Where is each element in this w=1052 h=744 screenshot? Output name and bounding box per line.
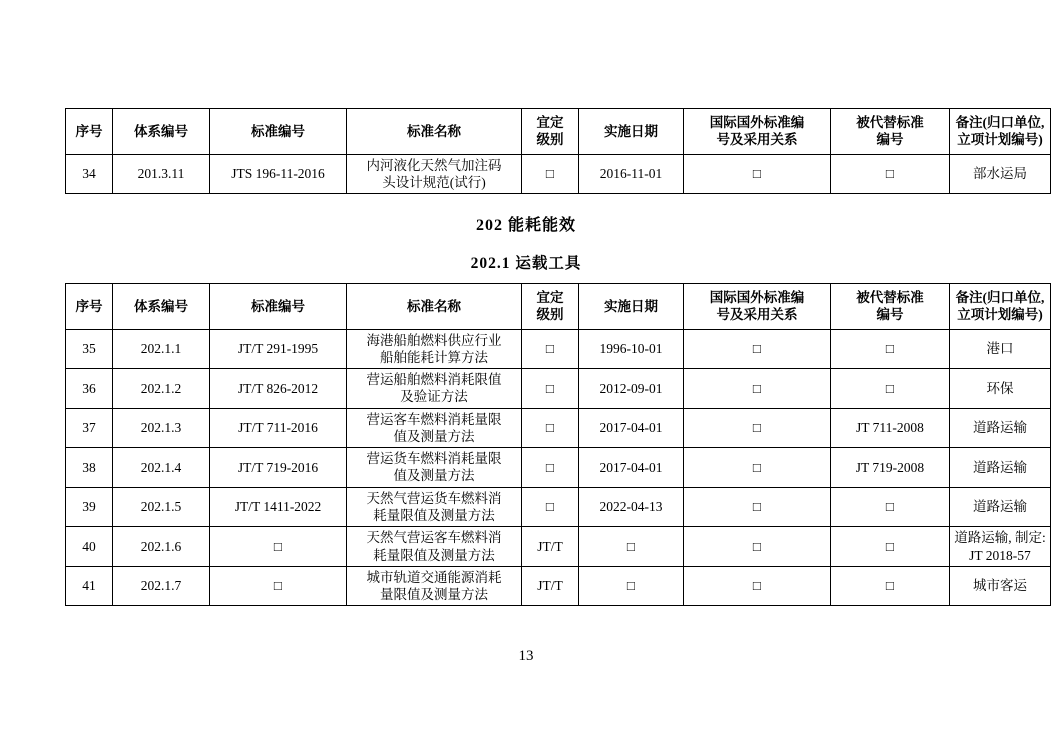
cell-num: 37: [66, 408, 113, 448]
cell-standard-code: □: [210, 566, 347, 606]
cell-remark: 环保: [950, 369, 1051, 409]
sub-section-title: 202.1 运载工具: [470, 255, 582, 273]
cell-level: □: [522, 408, 579, 448]
cell-standard-name-line2: 及验证方法: [400, 389, 468, 405]
cell-remark: 道路运输: [950, 448, 1051, 488]
header-system-code: 体系编号: [113, 109, 210, 155]
cell-intl: □: [684, 487, 831, 527]
header-effective-date: 实施日期: [579, 284, 684, 330]
cell-replaced: □: [831, 329, 950, 369]
header-remark-line2: 立项计划编号): [957, 132, 1043, 148]
cell-standard-code: □: [210, 527, 347, 567]
cell-standard-name-line1: 营运客车燃料消耗量限: [366, 411, 502, 427]
header-remark: [950, 284, 1051, 330]
cell-standard-name-line1: 营运船舶燃料消耗限值: [366, 372, 502, 388]
cell-system-code: 202.1.4: [113, 448, 210, 488]
cell-system-code: 202.1.1: [113, 329, 210, 369]
cell-standard-name-line1: 内河液化天然气加注码: [366, 157, 502, 173]
header-effective-date: 实施日期: [579, 109, 684, 155]
header-replaced: [831, 109, 950, 155]
cell-level: □: [522, 154, 579, 194]
header-remark-line1: 备注(归口单位,: [955, 290, 1045, 306]
cell-level: □: [522, 329, 579, 369]
cell-num: 39: [66, 487, 113, 527]
cell-intl: □: [684, 527, 831, 567]
cell-standard-code: JT/T 719-2016: [210, 448, 347, 488]
header-replaced-line1: 被代替标准: [856, 290, 924, 306]
cell-standard-code: JT/T 291-1995: [210, 329, 347, 369]
cell-effective-date: □: [579, 566, 684, 606]
header-remark-line1: 备注(归口单位,: [955, 115, 1045, 130]
cell-standard-name-line2: 耗量限值及测量方法: [373, 547, 495, 563]
cell-standard-name: [347, 487, 522, 527]
cell-effective-date: 2022-04-13: [579, 487, 684, 527]
header-standard-code: 标准编号: [210, 284, 347, 330]
cell-replaced: □: [831, 487, 950, 527]
cell-replaced: JT 719-2008: [831, 448, 950, 488]
cell-standard-name: [347, 329, 522, 369]
cell-remark-line1: 道路运输, 制定:: [954, 530, 1046, 546]
cell-replaced: □: [831, 527, 950, 567]
table-row: [66, 369, 1051, 409]
cell-effective-date: 2017-04-01: [579, 448, 684, 488]
cell-level: □: [522, 369, 579, 409]
cell-standard-name-line1: 营运货车燃料消耗量限: [366, 451, 502, 467]
cell-effective-date: 2016-11-01: [579, 154, 684, 194]
cell-standard-name: [347, 408, 522, 448]
table-body-top: [66, 154, 1051, 194]
cell-num: 35: [66, 329, 113, 369]
cell-intl: □: [684, 408, 831, 448]
page-number: 13: [518, 648, 534, 664]
cell-system-code: 202.1.6: [113, 527, 210, 567]
header-replaced-line1: 被代替标准: [856, 115, 924, 130]
cell-replaced: □: [831, 369, 950, 409]
cell-system-code: 202.1.3: [113, 408, 210, 448]
cell-remark: [950, 527, 1051, 567]
cell-standard-name-line1: 海港船舶燃料供应行业: [366, 332, 502, 348]
header-standard-code: 标准编号: [210, 109, 347, 155]
header-replaced-line2: 编号: [876, 132, 904, 148]
cell-standard-name-line2: 头设计规范(试行): [382, 174, 486, 190]
cell-effective-date: 2012-09-01: [579, 369, 684, 409]
table-header-row: [66, 284, 1051, 330]
header-replaced: [831, 284, 950, 330]
header-num: 序号: [66, 284, 113, 330]
table-body-main: [66, 329, 1051, 606]
cell-num: 34: [66, 154, 113, 194]
cell-level: JT/T: [522, 566, 579, 606]
table-row: [66, 408, 1051, 448]
header-remark-line2: 立项计划编号): [957, 307, 1043, 323]
cell-intl: □: [684, 329, 831, 369]
header-level-line2: 级别: [536, 132, 564, 148]
table-header-main: [66, 284, 1051, 330]
table-row: [66, 566, 1051, 606]
cell-standard-name: [347, 369, 522, 409]
cell-effective-date: 2017-04-01: [579, 408, 684, 448]
cell-replaced: □: [831, 566, 950, 606]
document-body: [65, 108, 1046, 606]
cell-num: 41: [66, 566, 113, 606]
table-row: [66, 329, 1051, 369]
cell-num: 38: [66, 448, 113, 488]
cell-standard-name: [347, 154, 522, 194]
cell-intl: □: [684, 369, 831, 409]
cell-num: 36: [66, 369, 113, 409]
cell-level: □: [522, 448, 579, 488]
cell-standard-name-line2: 耗量限值及测量方法: [373, 507, 495, 523]
cell-system-code: 202.1.7: [113, 566, 210, 606]
header-level: [522, 109, 579, 155]
cell-standard-code: JT/T 826-2012: [210, 369, 347, 409]
cell-intl: □: [684, 154, 831, 194]
header-intl-line2: 号及采用关系: [716, 132, 798, 148]
header-remark: [950, 109, 1051, 155]
table-row: [66, 487, 1051, 527]
cell-remark: 部水运局: [950, 154, 1051, 194]
header-intl: [684, 284, 831, 330]
table-row: [66, 154, 1051, 194]
cell-level: JT/T: [522, 527, 579, 567]
header-level-line1: 宜定: [536, 115, 564, 130]
header-standard-name: 标准名称: [347, 109, 522, 155]
cell-intl: □: [684, 448, 831, 488]
cell-standard-name: [347, 448, 522, 488]
cell-remark: 城市客运: [950, 566, 1051, 606]
table-header-top: [66, 109, 1051, 155]
table-row: [66, 448, 1051, 488]
cell-standard-name-line2: 值及测量方法: [393, 468, 475, 484]
header-standard-name: 标准名称: [347, 284, 522, 330]
header-replaced-line2: 编号: [876, 307, 904, 323]
cell-effective-date: □: [579, 527, 684, 567]
cell-replaced: □: [831, 154, 950, 194]
standards-table-top: [65, 108, 1051, 194]
cell-system-code: 202.1.2: [113, 369, 210, 409]
cell-standard-name-line2: 值及测量方法: [393, 428, 475, 444]
header-intl: [684, 109, 831, 155]
cell-standard-name-line1: 天然气营运客车燃料消: [366, 530, 502, 546]
cell-standard-name: [347, 566, 522, 606]
cell-remark: 道路运输: [950, 487, 1051, 527]
cell-system-code: 201.3.11: [113, 154, 210, 194]
table-header-row: [66, 109, 1051, 155]
header-intl-line1: 国际国外标准编: [709, 115, 805, 130]
cell-standard-name: [347, 527, 522, 567]
header-intl-line2: 号及采用关系: [716, 307, 798, 323]
cell-replaced: JT 711-2008: [831, 408, 950, 448]
cell-standard-name-line2: 船舶能耗计算方法: [380, 349, 488, 365]
cell-standard-name-line1: 城市轨道交通能源消耗: [366, 569, 502, 585]
cell-system-code: 202.1.5: [113, 487, 210, 527]
cell-standard-name-line2: 量限值及测量方法: [380, 587, 488, 603]
cell-standard-code: JT/T 711-2016: [210, 408, 347, 448]
header-system-code: 体系编号: [113, 284, 210, 330]
standards-table-main: [65, 283, 1051, 606]
cell-remark-line2: JT 2018-57: [969, 547, 1031, 563]
cell-level: □: [522, 487, 579, 527]
header-level-line2: 级别: [536, 307, 564, 323]
table-row: [66, 527, 1051, 567]
section-title: 202 能耗能效: [475, 217, 576, 235]
cell-effective-date: 1996-10-01: [579, 329, 684, 369]
cell-num: 40: [66, 527, 113, 567]
cell-intl: □: [684, 566, 831, 606]
cell-standard-code: JTS 196-11-2016: [210, 154, 347, 194]
cell-standard-name-line1: 天然气营运货车燃料消: [366, 490, 502, 506]
header-level: [522, 284, 579, 330]
cell-remark: 道路运输: [950, 408, 1051, 448]
header-num: 序号: [66, 109, 113, 155]
cell-remark: 港口: [950, 329, 1051, 369]
header-intl-line1: 国际国外标准编: [709, 290, 805, 306]
header-level-line1: 宜定: [536, 290, 564, 306]
cell-standard-code: JT/T 1411-2022: [210, 487, 347, 527]
